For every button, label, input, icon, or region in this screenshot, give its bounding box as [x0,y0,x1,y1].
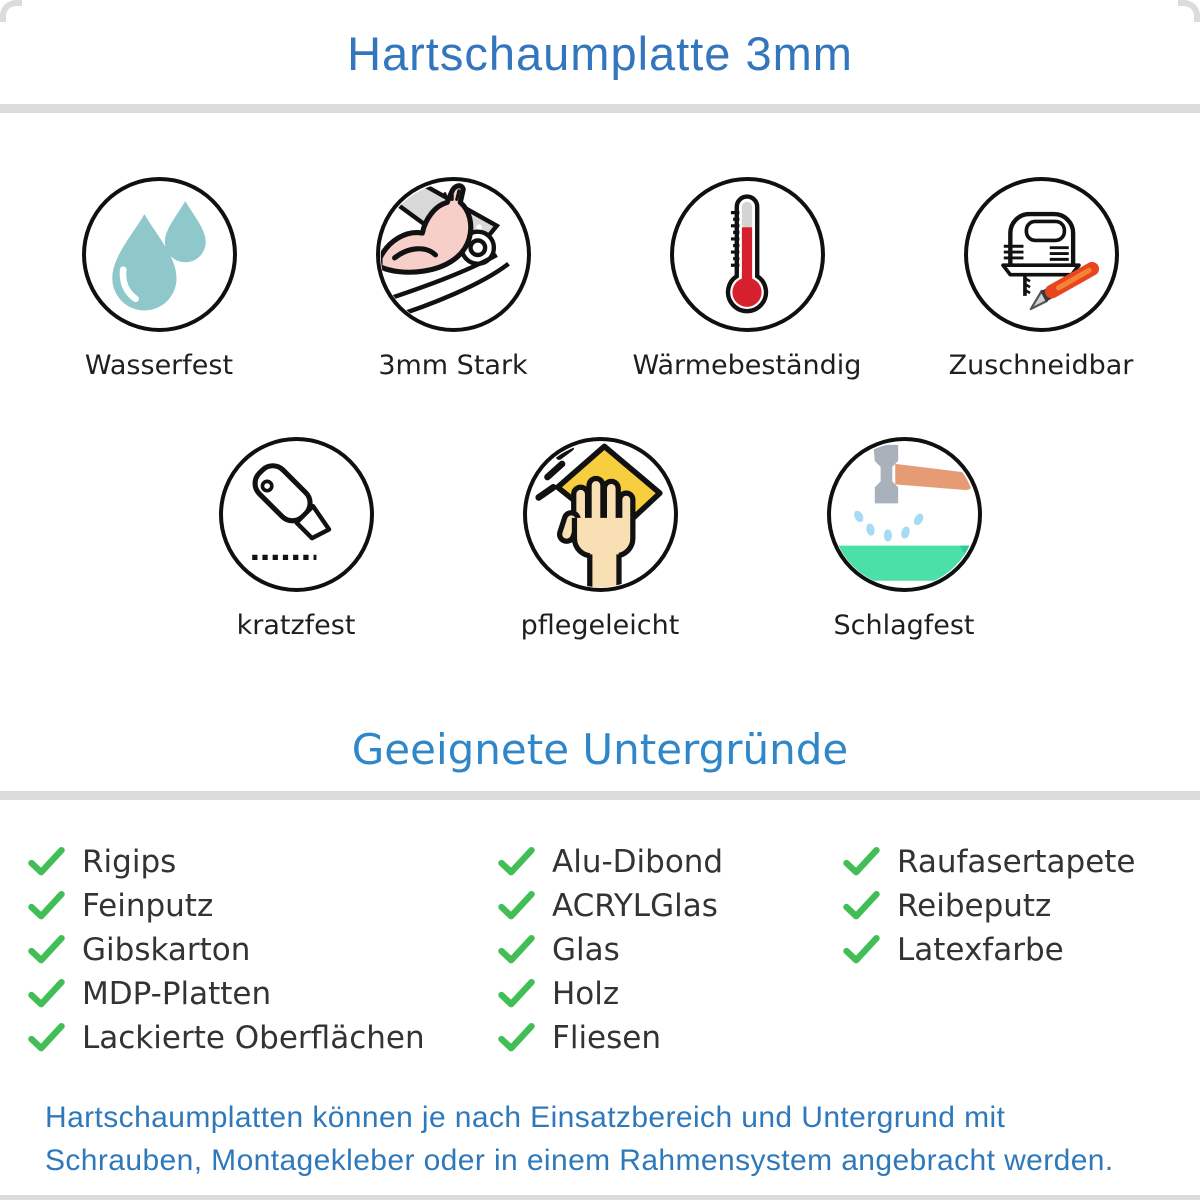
check-icon [498,891,535,921]
water-drops-icon [82,177,237,332]
list-item [498,928,843,972]
substrates-column-1 [28,840,498,1060]
list-item [28,840,498,884]
list-item-label: Alu-Dibond [552,844,724,880]
mounting-note [0,1096,1200,1182]
feature-label: Wärmebeständig [632,350,862,381]
substrates-heading: Geeignete Untergründe [351,725,849,774]
feature-schlagfest [783,437,1025,641]
check-icon [28,935,65,965]
feature-label: Schlagfest [833,610,975,641]
check-icon [28,847,65,877]
list-item-label: Holz [552,976,620,1012]
list-item-label: Latexfarbe [897,932,1064,968]
divider-middle [0,791,1200,800]
cleaning-hand-icon [523,437,678,592]
check-icon [498,979,535,1009]
feature-label: Wasserfest [84,350,234,381]
list-item [498,972,843,1016]
feature-label: Zuschneidbar [948,350,1134,381]
check-icon [28,979,65,1009]
feature-3mm-stark [328,177,578,381]
list-item [843,884,1136,928]
feature-label: 3mm Stark [378,350,528,381]
list-item-label: Reibeputz [897,888,1052,924]
feature-zuschneidbar [916,177,1166,381]
feature-waermebestaendig [622,177,872,381]
list-item-label: Lackierte Oberflächen [82,1020,425,1056]
check-icon [28,1023,65,1053]
divider-top [0,104,1200,113]
list-item-label: Gibskarton [82,932,251,968]
list-item-label: MDP-Platten [82,976,272,1012]
check-icon [498,847,535,877]
flexed-arm-rolled-sheet-icon [376,177,531,332]
list-item-label: Raufasertapete [897,844,1136,880]
check-icon [843,847,880,877]
list-item [843,840,1136,884]
hammer-impact-icon [827,437,982,592]
check-icon [498,1023,535,1053]
substrates-column-2 [498,840,843,1060]
jigsaw-cutter-icon [964,177,1119,332]
list-item-label: Fliesen [552,1020,661,1056]
list-item-label: ACRYLGlas [552,888,718,924]
list-item [28,884,498,928]
features-row-2 [0,437,1200,641]
list-item [498,884,843,928]
list-item-label: Feinputz [82,888,214,924]
utility-knife-icon [219,437,374,592]
substrates-lists [0,840,1200,1060]
list-item-label: Rigips [82,844,177,880]
check-icon [28,891,65,921]
check-icon [498,935,535,965]
feature-wasserfest [34,177,284,381]
feature-label: pflegeleicht [520,610,680,641]
mounting-note-line-2: Schrauben, Montagekleber oder in einem Rahmensystem angebracht werden. [45,1144,1114,1177]
page-title: Hartschaumplatte 3mm [347,27,853,80]
list-item [498,840,843,884]
feature-kratzfest [175,437,417,641]
check-icon [843,891,880,921]
feature-pflegeleicht [479,437,721,641]
mounting-note-line-1: Hartschaumplatten können je nach Einsatzbereich und Untergrund mit [45,1101,1006,1134]
thermometer-icon [670,177,825,332]
list-item [28,928,498,972]
substrates-column-3 [843,840,1136,1060]
check-icon [843,935,880,965]
list-item-label: Glas [552,932,620,968]
divider-bottom [0,1195,1200,1200]
list-item [28,1016,498,1060]
list-item [28,972,498,1016]
list-item [843,928,1136,972]
features-row-1 [0,177,1200,381]
feature-label: kratzfest [236,610,356,641]
list-item [498,1016,843,1060]
